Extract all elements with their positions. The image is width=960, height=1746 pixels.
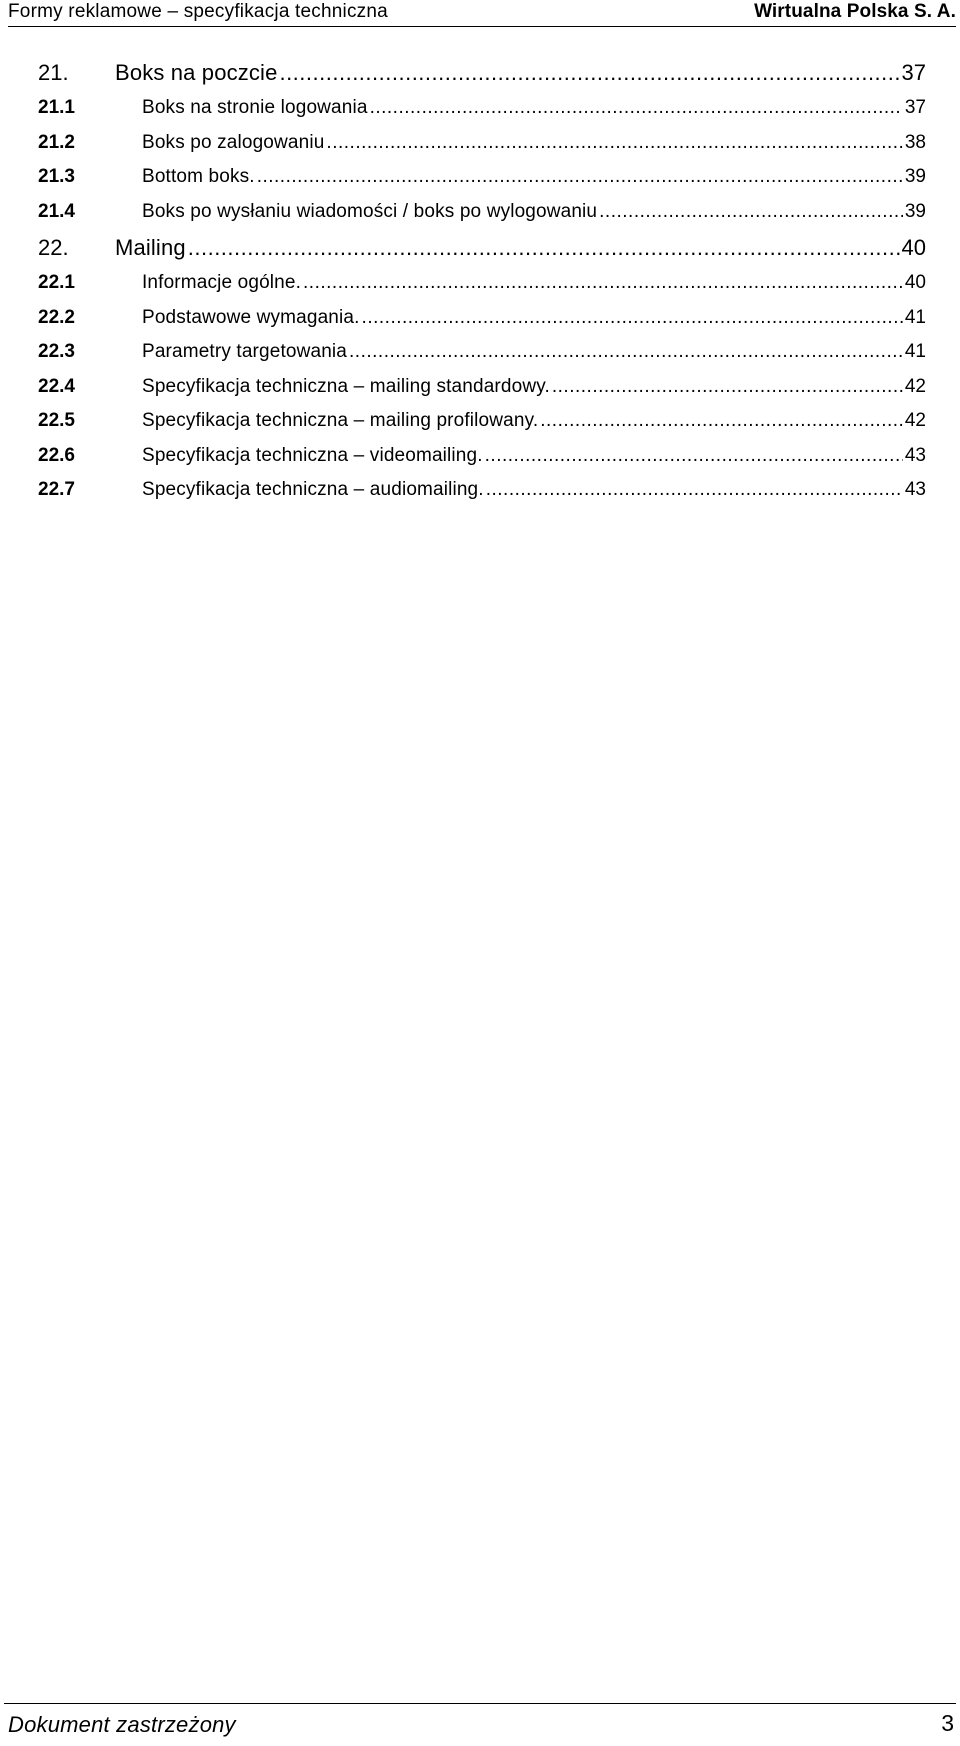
header-document-title: Formy reklamowe – specyfikacja techniczna (8, 1, 388, 22)
toc-entry[interactable] (38, 479, 926, 514)
toc-entry-page: 39 (904, 200, 926, 222)
toc-dot-leader (349, 341, 903, 363)
toc-entry-page: 42 (904, 410, 926, 431)
toc-dot-leader (370, 97, 903, 119)
toc-dot-leader (279, 60, 899, 86)
toc-entry[interactable] (38, 132, 926, 167)
toc-dot-leader (257, 166, 903, 188)
toc-entry-title: Specyfikacja techniczna – audiomailing. (142, 479, 484, 500)
toc-entry-page: 41 (904, 306, 926, 328)
header-company-name: Wirtualna Polska S. A. (754, 1, 956, 22)
toc-entry-number: 22.1 (38, 272, 75, 293)
toc-dot-leader (362, 307, 903, 329)
toc-entry-title: Mailing (115, 235, 186, 260)
toc-entry-title: Specyfikacja techniczna – mailing profilowany. (142, 410, 539, 431)
toc-dot-leader (552, 376, 903, 398)
toc-entry-page: 42 (904, 375, 926, 397)
toc-entry-number: 22. (38, 235, 69, 260)
toc-entry-number: 21.2 (38, 131, 75, 153)
toc-entry-number: 22.4 (38, 375, 75, 397)
toc-entry-title: Boks po wysłaniu wiadomości / boks po wylogowaniu (142, 200, 598, 222)
toc-entry[interactable] (38, 97, 926, 132)
toc-entry-number: 22.6 (38, 444, 75, 466)
toc-entry-number: 22.5 (38, 410, 75, 431)
toc-entry-page: 40 (904, 272, 926, 293)
toc-dot-leader (540, 410, 903, 432)
toc-entry-title: Parametry targetowania (142, 341, 348, 362)
toc-entry-page: 41 (904, 341, 926, 362)
toc-entry[interactable] (38, 201, 926, 236)
toc-entry[interactable] (38, 445, 926, 480)
toc-entry-page: 39 (904, 166, 926, 187)
toc-dot-leader (303, 272, 903, 294)
toc-entry-title: Boks na poczcie (115, 60, 278, 85)
toc-entry[interactable] (38, 376, 926, 411)
toc-entry[interactable] (38, 272, 926, 307)
toc-entry[interactable] (38, 410, 926, 445)
toc-dot-leader (326, 132, 902, 154)
toc-entry-number: 21.3 (38, 166, 75, 187)
toc-entry[interactable] (38, 235, 926, 272)
toc-dot-leader (188, 235, 900, 261)
table-of-contents (38, 60, 926, 514)
toc-entry-title: Specyfikacja techniczna – mailing standardowy. (142, 375, 550, 397)
toc-entry-page: 43 (904, 444, 926, 466)
toc-entry-number: 22.7 (38, 479, 75, 500)
toc-entry-number: 21.1 (38, 97, 75, 118)
toc-entry-page: 40 (901, 235, 926, 260)
page-header (8, 0, 956, 27)
toc-entry-page: 38 (904, 131, 926, 153)
footer-page-number: 3 (941, 1710, 954, 1736)
toc-entry-page: 37 (901, 60, 926, 85)
toc-entry-title: Podstawowe wymagania. (142, 306, 360, 328)
toc-dot-leader (485, 445, 903, 467)
toc-entry-number: 22.3 (38, 341, 75, 362)
toc-entry[interactable] (38, 341, 926, 376)
toc-dot-leader (486, 479, 903, 501)
toc-entry[interactable] (38, 166, 926, 201)
toc-entry-number: 22.2 (38, 306, 75, 328)
toc-dot-leader (599, 201, 903, 223)
toc-entry-number: 21.4 (38, 200, 75, 222)
toc-entry[interactable] (38, 307, 926, 342)
toc-entry-title: Informacje ogólne. (142, 272, 302, 293)
toc-entry-title: Specyfikacja techniczna – videomailing. (142, 444, 483, 466)
toc-entry-number: 21. (38, 60, 69, 85)
toc-entry[interactable] (38, 60, 926, 97)
toc-entry-page: 37 (904, 97, 926, 118)
toc-entry-title: Boks na stronie logowania (142, 97, 368, 118)
footer-confidential-note: Dokument zastrzeżony (8, 1712, 236, 1737)
page-footer (4, 1703, 956, 1746)
toc-entry-page: 43 (904, 479, 926, 500)
toc-entry-title: Bottom boks. (142, 166, 255, 187)
toc-entry-title: Boks po zalogowaniu (142, 131, 325, 153)
